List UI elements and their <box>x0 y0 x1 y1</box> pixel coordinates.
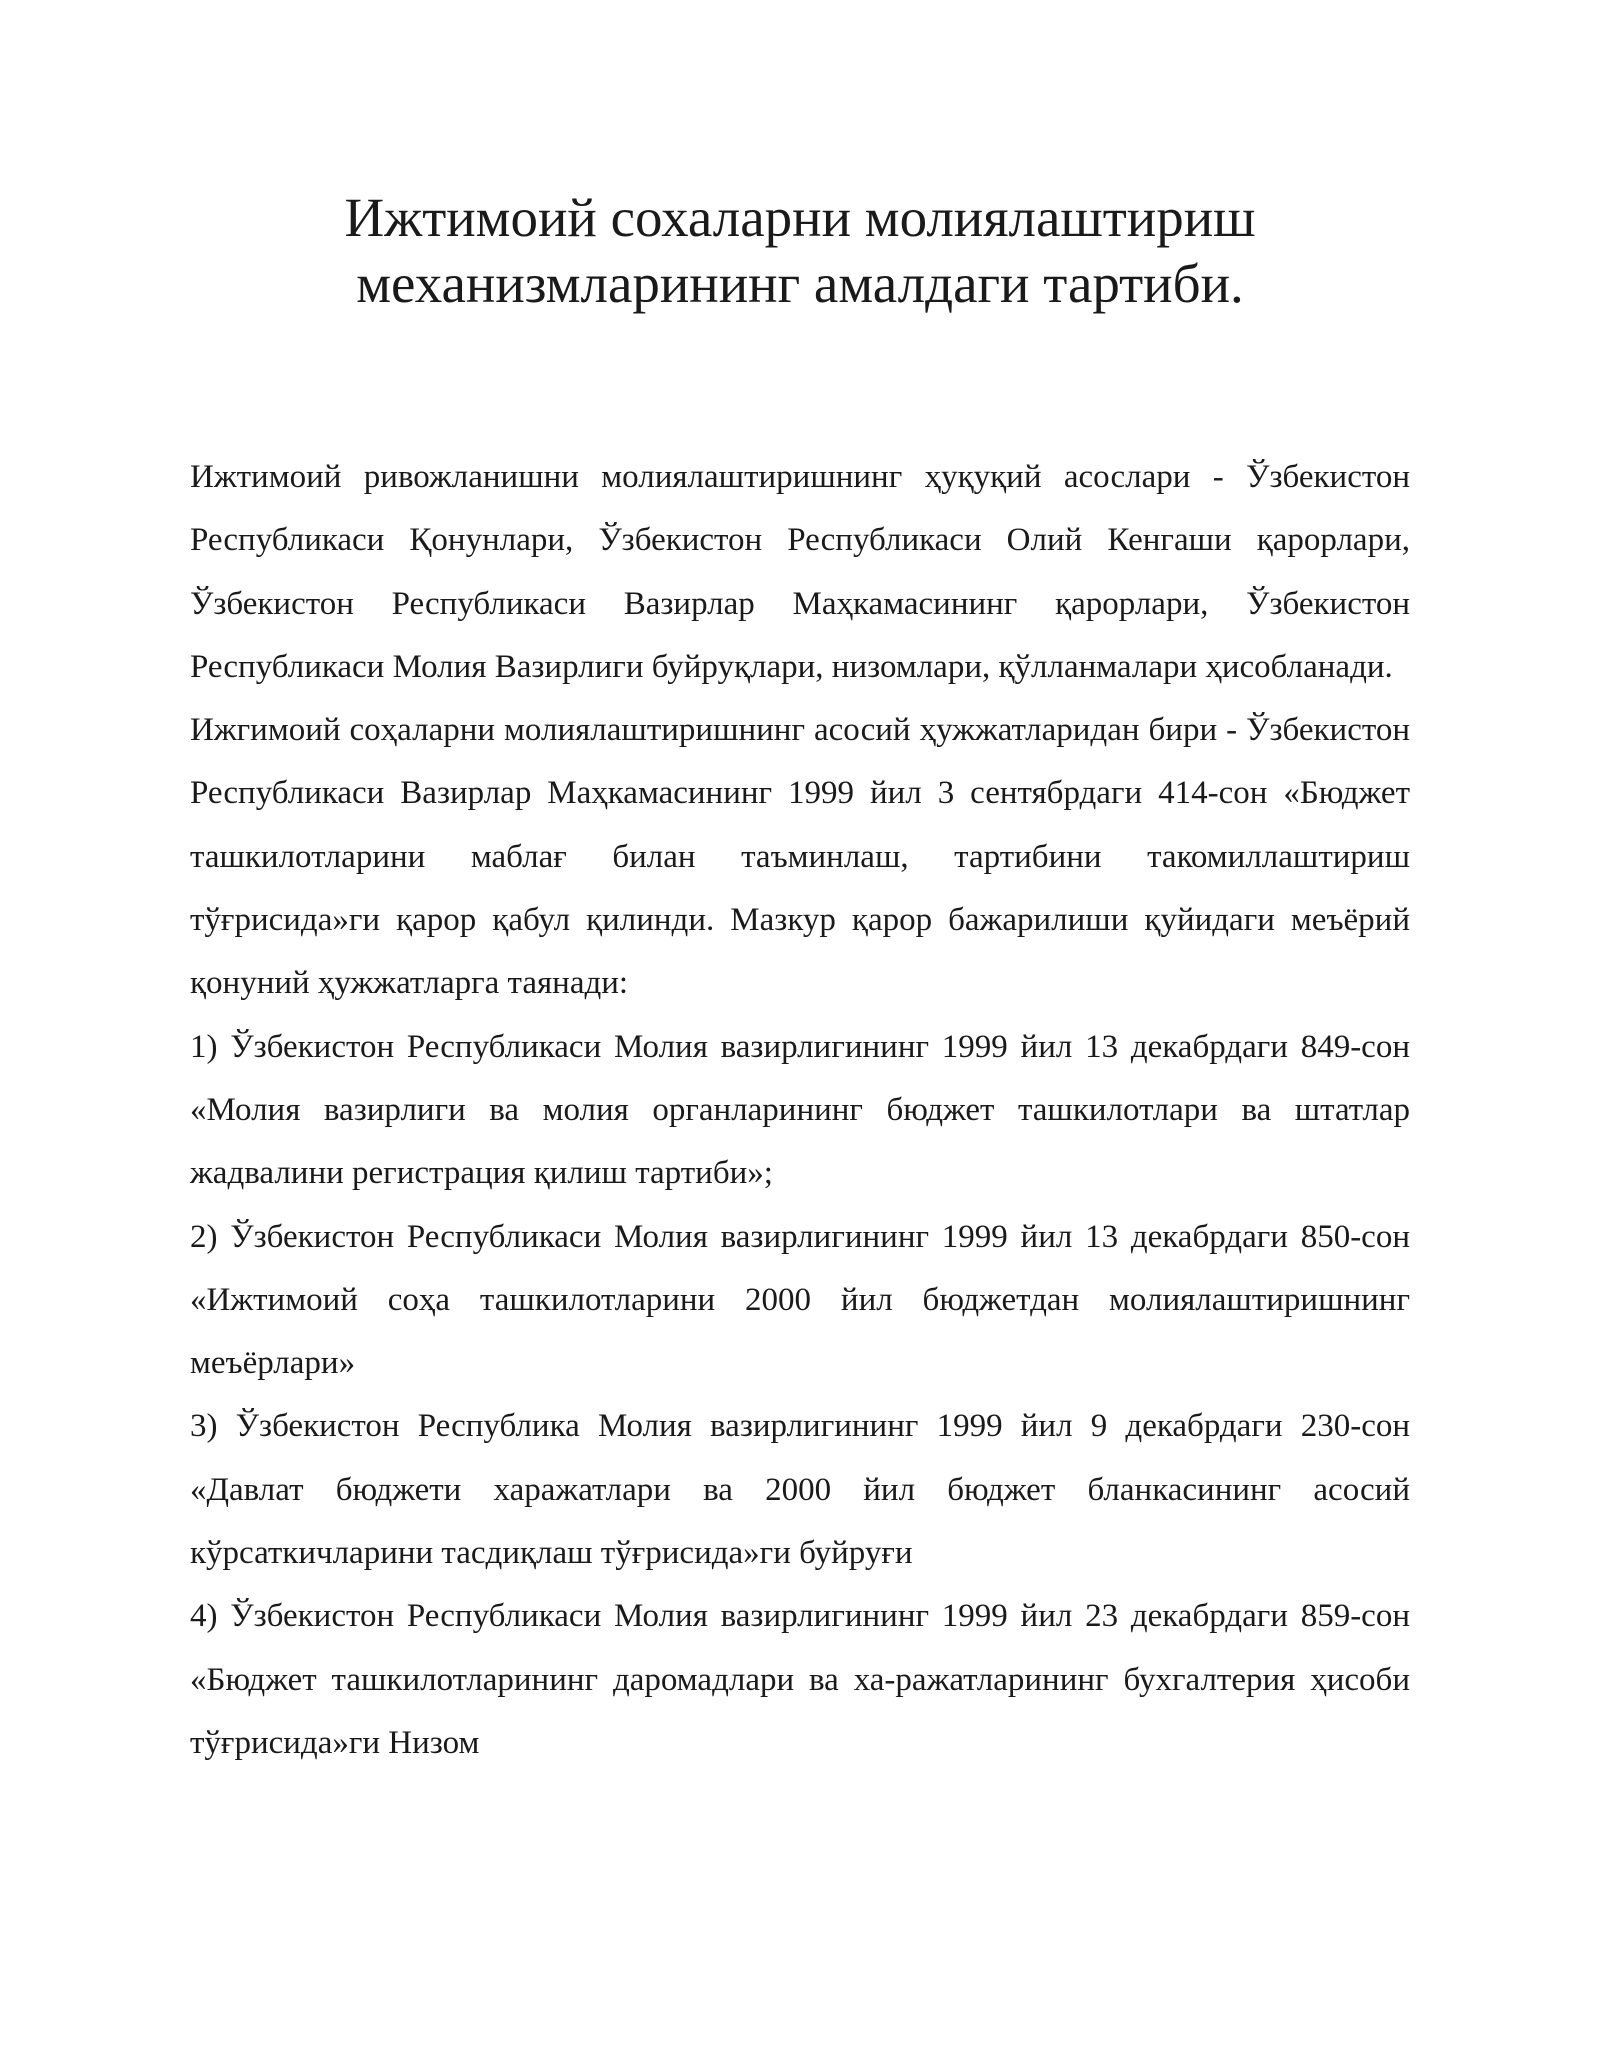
title-line-2: механизмларининг амалдаги тартиби. <box>356 253 1244 314</box>
list-item-1: 1) Ўзбекистон Республикаси Молия вазирлигининг 1999 йил 13 декабрдаги 849-сон «Молия вазирлиги ва молия органларининг бюджет ташкилотлари ва штатлар жадвалини регистрация қилиш тартиби»; <box>190 1028 1410 1192</box>
list-item-2: 2) Ўзбекистон Республикаси Молия вазирлигининг 1999 йил 13 декабрдаги 850-сон «Ижтимоий соҳа ташкилотларини 2000 йил бюджетдан молиялаштиришнинг меъёрлари» <box>190 1218 1410 1382</box>
paragraph-main-document: Ижгимоий соҳаларни молиялаштиришнинг асосий ҳужжатларидан бири - Ўзбекистон Республикаси Вазирлар Маҳкамасининг 1999 йил 3 сентябрдаги 414-сон «Бюджет ташкилотларини маблағ билан таъминлаш, тартибини такомиллаштириш тўғрисида»ги қарор қабул қилинди. Мазкур қарор бажарилиши қуйидаги меъёрий қонуний ҳужжатларга таянади: <box>190 712 1410 1002</box>
list-item-3: 3) Ўзбекистон Республика Молия вазирлигининг 1999 йил 9 декабрдаги 230-сон «Давлат бюджети харажатлари ва 2000 йил бюджет бланкасининг асосий кўрсаткичларини тасдиқлаш тўғрисида»ги буйруғи <box>190 1408 1410 1572</box>
list-item-4: 4) Ўзбекистон Республикаси Молия вазирлигининг 1999 йил 23 декабрдаги 859-сон «Бюджет ташкилотларининг даромадлари ва ха-ражатларининг бухгалтерия ҳисоби тўғрисида»ги Низом <box>190 1598 1410 1761</box>
title-line-1: Ижтимоий сохаларни молиялаштириш <box>344 187 1256 248</box>
paragraph-legal-basis: Ижтимоий ривожланишни молиялаштиришнинг ҳуқуқий асослари - Ўзбекистон Республикаси Қонунлари, Ўзбекистон Республикаси Олий Кенгаши қарорлари, Ўзбекистон Республикаси Вазирлар Маҳкамасининг қарорлари, Ўзбекистон Республикаси Молия Вазирлиги буйруқлари, низомлари, қўлланмалари ҳисобланади. <box>190 459 1410 685</box>
document-body <box>190 446 1410 1775</box>
document-title <box>150 185 1450 317</box>
